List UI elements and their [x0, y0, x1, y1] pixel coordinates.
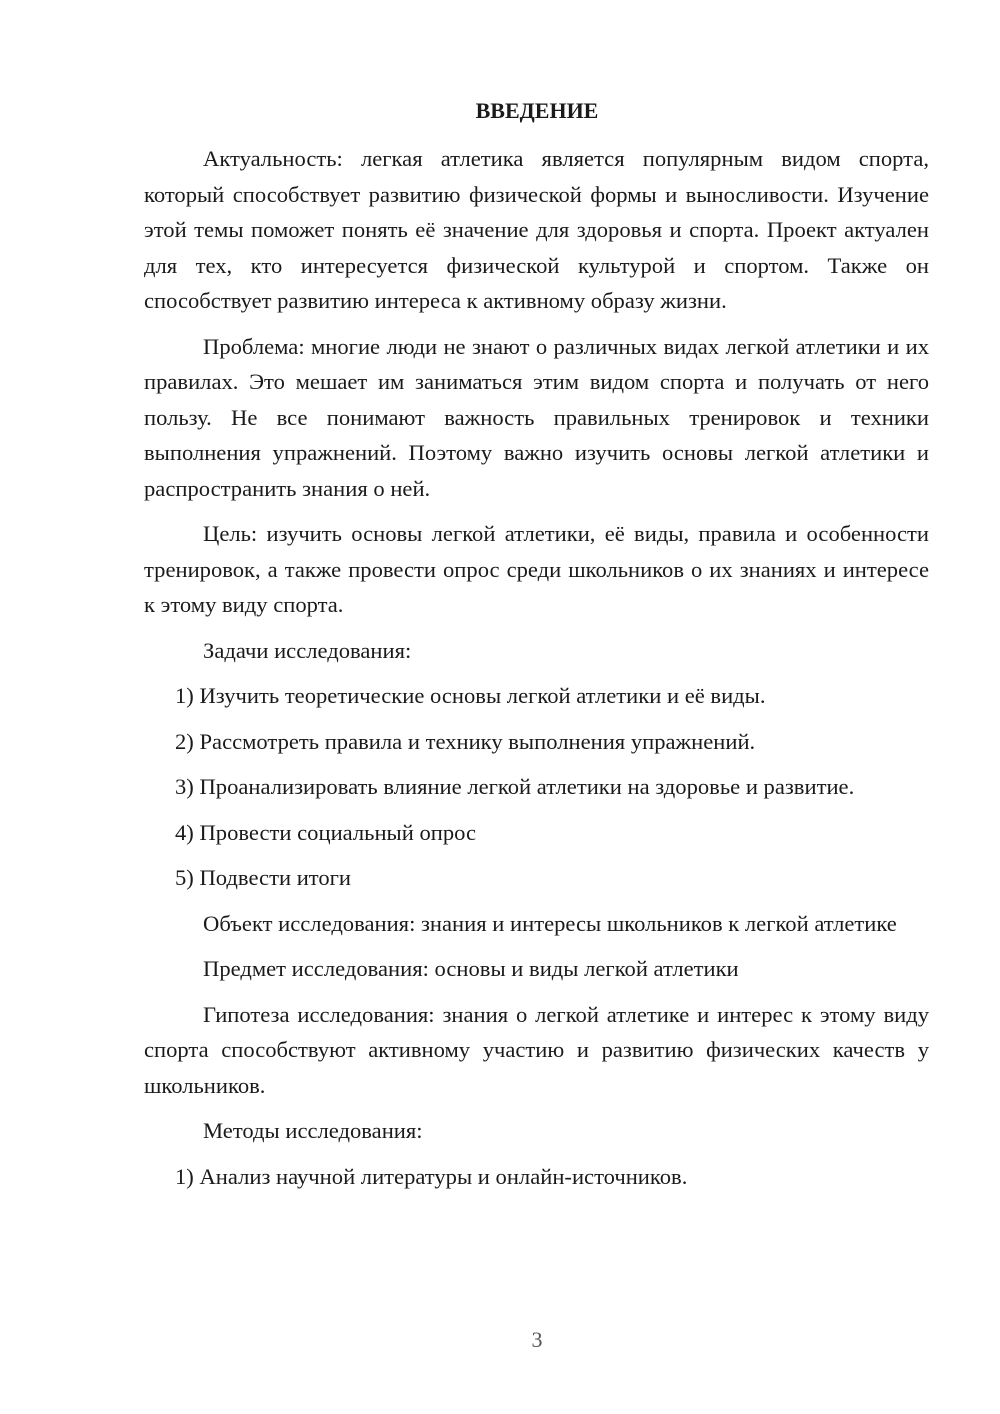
- task-item: 2) Рассмотреть правила и технику выполнения упражнений.: [175, 728, 756, 754]
- object-paragraph: Объект исследования: знания и интересы школьников к легкой атлетике: [203, 910, 897, 936]
- subject-paragraph: Предмет исследования: основы и виды легкой атлетики: [203, 956, 739, 981]
- page-number: 3: [531, 1327, 543, 1352]
- task-item: 3) Проанализировать влияние легкой атлетики на здоровье и развитие.: [175, 774, 855, 799]
- document-body: [144, 141, 929, 1204]
- method-item: 1) Анализ научной литературы и онлайн-источников.: [175, 1163, 688, 1189]
- hypothesis-paragraph: Гипотеза исследования: знания о легкой атлетике и интерес к этому виду спорта способствуют активному участию и развитию физических качеств у школьников.: [144, 1001, 929, 1098]
- tasks-heading: Задачи исследования:: [203, 637, 412, 663]
- goal-paragraph: Цель: изучить основы легкой атлетики, её виды, правила и особенности тренировок, а также провести опрос среди школьников о их знаниях и интересе к этому виду спорта.: [144, 521, 929, 617]
- task-item: 4) Провести социальный опрос: [175, 819, 477, 845]
- task-item: 1) Изучить теоретические основы легкой атлетики и её виды.: [175, 683, 766, 708]
- section-heading: ВВЕДЕНИЕ: [475, 98, 599, 123]
- problem-paragraph: Проблема: многие люди не знают о различных видах легкой атлетики и их правилах. Это мешает им заниматься этим видом спорта и получать от него пользу. Не все понимают важность правильных тренировок и техники выполнения упражнений. Поэтому важно изучить основы легкой атлетики и распространить знания о ней.: [144, 333, 929, 501]
- methods-heading: Методы исследования:: [203, 1118, 423, 1143]
- relevance-paragraph: Актуальность: легкая атлетика является популярным видом спорта, который способствует развитию физической формы и выносливости. Изучение этой темы поможет понять её значение для здоровья и спорта. Проект актуален для тех, кто интересуется физической культурой и спортом. Также он способствует развитию интереса к активному образу жизни.: [144, 146, 929, 313]
- task-item: 5) Подвести итоги: [175, 865, 352, 890]
